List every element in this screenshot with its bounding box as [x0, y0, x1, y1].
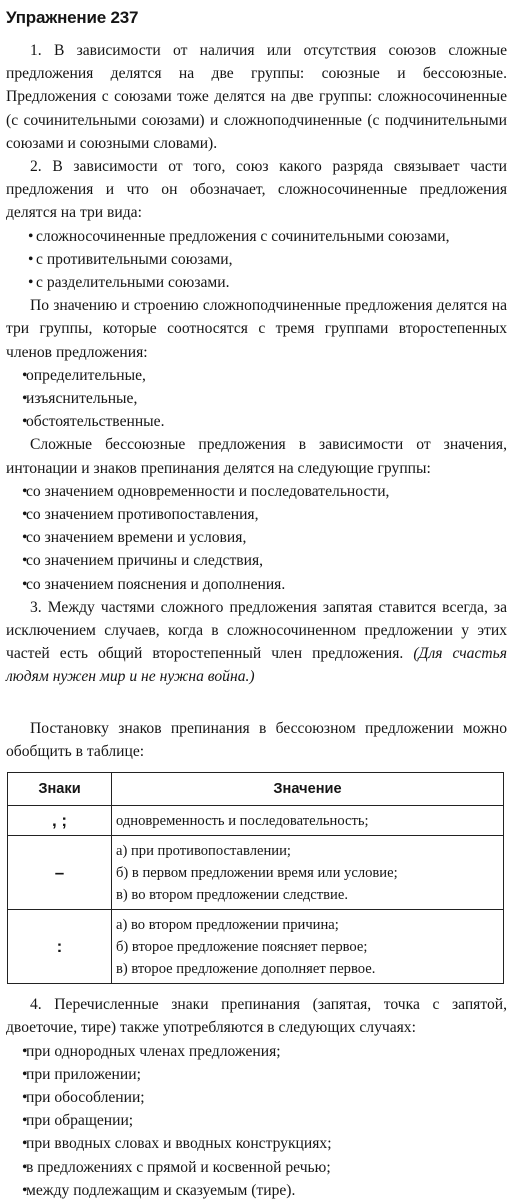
- table-header-signs: Знаки: [8, 773, 112, 806]
- list-item: • при обращении;: [6, 1109, 507, 1132]
- paragraph-1: 1. В зависимости от наличия или отсутствия союзов сложные предложения делятся на две группы: союзные и бессоюзные. Предложения с союзами тоже делятся на две группы: сложносочиненные (с сочинительными союзами) и сложноподчиненные (с подчинительными союзами и союзными словами).: [6, 42, 507, 152]
- paragraph-5-text: 3. Между частями сложного предложения запятая ставится всегда, за исключением случаев, когда в сложносочиненном предложении у этих частей есть общий второстепенный член предложения.: [6, 598, 507, 663]
- table-cell-sign: :: [8, 910, 112, 984]
- list-item: • обстоятельственные.: [6, 410, 507, 433]
- list-item: • со значением одновременности и последовательности,: [6, 480, 507, 503]
- list-item: • сложносочиненные предложения с сочинительными союзами,: [6, 225, 507, 248]
- list-item: • между подлежащим и сказуемым (тире).: [6, 1179, 507, 1202]
- list-item: • изъяснительные,: [6, 387, 507, 410]
- paragraph-7: 4. Перечисленные знаки препинания (запятая, точка с запятой, двоеточие, тире) также употребляются в следующих случаях:: [6, 996, 507, 1037]
- list-item: • с противительными союзами,: [6, 248, 507, 271]
- meaning-line: б) второе предложение поясняет первое;: [116, 939, 368, 956]
- meaning-line: в) во втором предложении следствие.: [116, 887, 348, 904]
- list-item: • в предложениях с прямой и косвенной речью;: [6, 1156, 507, 1179]
- list-item: • при обособлении;: [6, 1086, 507, 1109]
- list-item: • со значением противопоставления,: [6, 503, 507, 526]
- list-compound-types: [6, 225, 507, 295]
- table-row: [8, 836, 504, 910]
- paragraph-2: 2. В зависимости от того, союз какого разряда связывает части предложения и что он обозначает, сложносочиненные предложения делятся на три вида:: [6, 158, 507, 222]
- exercise-title: Упражнение 237: [6, 8, 139, 27]
- meaning-line: одновременность и последовательность;: [116, 813, 369, 830]
- table-row: [8, 806, 504, 836]
- table-header-meaning: Значение: [112, 773, 504, 806]
- list-item: • при вводных словах и вводных конструкциях;: [6, 1132, 507, 1155]
- meaning-line: б) в первом предложении время или условие;: [116, 865, 398, 882]
- meaning-line: а) во втором предложении причина;: [116, 917, 339, 934]
- paragraph-5: [6, 596, 507, 689]
- table-cell-sign: , ;: [8, 806, 112, 836]
- list-complex-types: [6, 364, 507, 434]
- spacer: [6, 689, 507, 717]
- paragraph-4: Сложные бессоюзные предложения в зависимости от значения, интонации и знаков препинания делятся на следующие группы:: [6, 436, 507, 477]
- list-item: • определительные,: [6, 364, 507, 387]
- list-item: • при приложении;: [6, 1063, 507, 1086]
- list-item: • при однородных членах предложения;: [6, 1040, 507, 1063]
- meaning-line: а) при противопоставлении;: [116, 843, 291, 860]
- table-cell-meaning: [112, 806, 504, 836]
- table-cell-meaning: [112, 836, 504, 910]
- paragraph-6: Постановку знаков препинания в бессоюзном предложении можно обобщить в таблице:: [6, 719, 507, 760]
- list-item: • со значением времени и условия,: [6, 526, 507, 549]
- meaning-line: в) второе предложение дополняет первое.: [116, 961, 376, 978]
- list-asyndetic-types: [6, 480, 507, 596]
- table-cell-sign: –: [8, 836, 112, 910]
- paragraph-3: По значению и строению сложноподчиненные предложения делятся на три группы, которые соотносятся с тремя группами второстепенных членов предложения:: [6, 297, 507, 361]
- list-item: • с разделительными союзами.: [6, 271, 507, 294]
- list-other-uses: [6, 1040, 507, 1202]
- table-cell-meaning: [112, 910, 504, 984]
- punctuation-table: [7, 772, 504, 984]
- example-sentence: (Для счастья людям нужен мир и не нужна война.): [6, 645, 507, 686]
- list-item: • со значением пояснения и дополнения.: [6, 573, 507, 596]
- table-header-row: [8, 773, 504, 806]
- list-item: • со значением причины и следствия,: [6, 549, 507, 572]
- table-row: [8, 910, 504, 984]
